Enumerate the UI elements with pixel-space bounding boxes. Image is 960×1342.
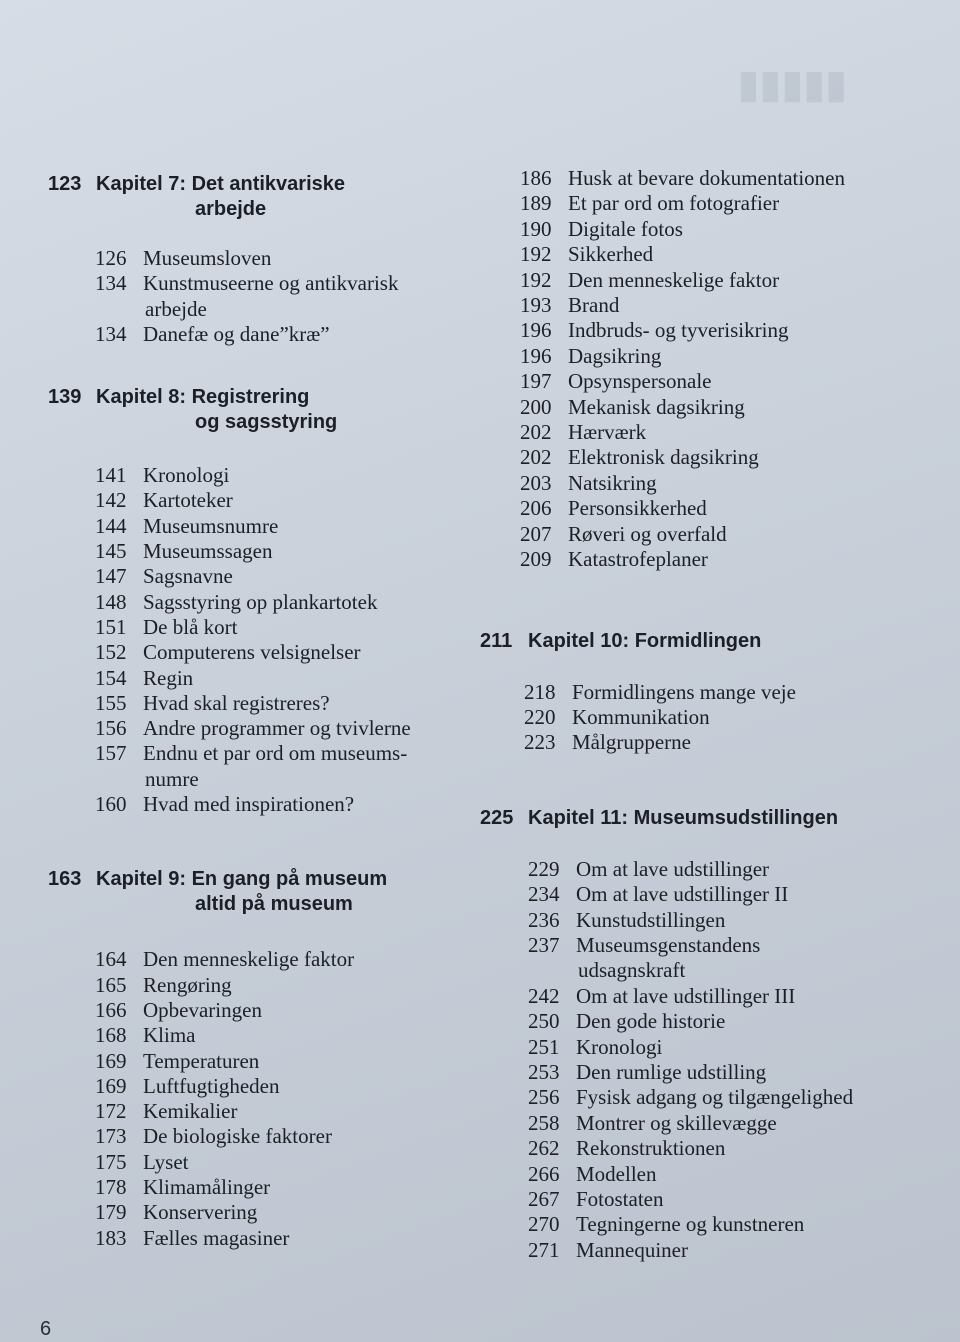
toc-entry: [520, 496, 950, 521]
entry-title-text: Computerens velsignelser: [143, 640, 361, 665]
entry-title: [143, 998, 468, 1023]
page-number: 6: [40, 1318, 52, 1340]
entry-page-number: 192: [520, 242, 552, 267]
chapter-page-number: 163: [48, 868, 82, 891]
entry-title: [143, 1175, 468, 1200]
entry-title: [568, 445, 950, 470]
entry-page-number: 186: [520, 166, 552, 190]
entry-title: [568, 496, 950, 521]
chapter-page-number: 225: [480, 806, 514, 829]
entry-title: [568, 217, 950, 242]
entry-title-text: Kronologi: [576, 1034, 663, 1059]
entry-page-number: 168: [95, 1023, 127, 1048]
entry-title: [568, 318, 950, 343]
toc-right-column: [480, 166, 950, 1263]
entry-title-text: Sagsnavne: [143, 564, 233, 589]
toc-entry: [95, 1049, 468, 1074]
entry-title: [143, 741, 468, 792]
entry-page-number: 190: [520, 216, 552, 241]
entry-page-number: 151: [95, 614, 127, 639]
toc-entry: [528, 882, 950, 907]
entry-title: [143, 514, 468, 539]
chapter-10-entries: [524, 680, 950, 756]
toc-entry: [520, 191, 950, 216]
entry-page-number: 147: [95, 564, 127, 589]
entry-title-text: Om at lave udstillinger III: [576, 983, 796, 1008]
entry-title: [576, 984, 950, 1009]
chapter-title-continued: og sagsstyring: [195, 411, 338, 434]
entry-title-text: Kartoteker: [143, 488, 233, 513]
toc-entry: [95, 1074, 468, 1099]
entry-title-continued: arbejde: [145, 296, 207, 321]
toc-entry: [520, 369, 950, 394]
entry-page-number: 141: [95, 463, 127, 488]
entry-page-number: 206: [520, 496, 552, 521]
entry-title-text: Brand: [568, 293, 620, 318]
chapter-title: Kapitel 10: Formidlingen: [528, 629, 762, 652]
toc-entry: [520, 344, 950, 369]
entry-title: [568, 293, 950, 318]
toc-entry: [524, 705, 950, 730]
entry-page-number: 196: [520, 343, 552, 368]
entry-title: [143, 488, 468, 513]
entry-title: [576, 1187, 950, 1212]
toc-entry: [520, 547, 950, 572]
entry-title: [576, 933, 950, 984]
toc-entry: [520, 217, 950, 242]
entry-title: [568, 420, 950, 445]
entry-title: [576, 1085, 950, 1110]
entry-title-text: Dagsikring: [568, 343, 662, 368]
entry-page-number: 250: [528, 1009, 560, 1034]
entry-title: [576, 857, 950, 882]
entry-title-text: Den rumlige udstilling: [576, 1059, 767, 1084]
entry-title-text: Et par ord om fotografier: [568, 191, 780, 216]
toc-entry: [95, 998, 468, 1023]
entry-page-number: 179: [95, 1200, 127, 1225]
toc-left-column: [48, 172, 468, 1251]
toc-entry: [95, 640, 468, 665]
entry-title-text: Elektronisk dagsikring: [568, 445, 759, 470]
entry-title-text: Modellen: [576, 1161, 657, 1186]
entry-title-text: Rengøring: [143, 972, 232, 997]
entry-title: [572, 680, 950, 705]
entry-page-number: 192: [520, 267, 552, 292]
entry-title-text: Fysisk adgang og tilgængelighed: [576, 1085, 854, 1110]
entry-title-text: Røveri og overfald: [568, 521, 727, 546]
entry-page-number: 202: [520, 445, 552, 470]
entry-page-number: 155: [95, 690, 127, 715]
entry-page-number: 229: [528, 856, 560, 881]
entry-page-number: 166: [95, 997, 127, 1022]
entry-title: [572, 705, 950, 730]
entry-title: [568, 522, 950, 547]
entry-page-number: 237: [528, 932, 560, 957]
entry-title-continued: numre: [145, 766, 199, 791]
entry-title-text: Om at lave udstillinger II: [576, 882, 789, 907]
entry-page-number: 178: [95, 1175, 127, 1200]
entry-title-text: Opbevaringen: [143, 997, 262, 1022]
chapter-10-heading: [480, 629, 950, 654]
entry-title: [143, 716, 468, 741]
toc-entry: [95, 514, 468, 539]
chapter-page-number: 211: [480, 629, 513, 652]
chapter-9-entries: [95, 947, 468, 1251]
chapter-title: Kapitel 8: Registrering: [96, 386, 310, 409]
entry-title: [143, 246, 468, 271]
entry-title: [143, 792, 468, 817]
toc-entry: [524, 680, 950, 705]
entry-title-text: Den gode historie: [576, 1009, 726, 1034]
chapter-title: Kapitel 11: Museumsudstillingen: [528, 806, 839, 829]
entry-page-number: 126: [95, 246, 127, 270]
entry-title: [568, 471, 950, 496]
entry-page-number: 173: [95, 1124, 127, 1149]
toc-entry: [520, 293, 950, 318]
entry-page-number: 271: [528, 1237, 560, 1262]
entry-title-text: Kemikalier: [143, 1099, 238, 1124]
entry-title-text: De biologiske faktorer: [143, 1124, 332, 1149]
entry-page-number: 145: [95, 539, 127, 564]
entry-title-text: Tegningerne og kunstneren: [576, 1212, 805, 1237]
entry-title-text: Natsikring: [568, 470, 657, 495]
entry-title: [143, 615, 468, 640]
toc-entry: [95, 488, 468, 513]
entry-page-number: 234: [528, 882, 560, 907]
entry-page-number: 148: [95, 589, 127, 614]
toc-entry: [95, 1200, 468, 1225]
toc-entry: [520, 395, 950, 420]
entry-title-text: Indbruds- og tyverisikring: [568, 318, 789, 343]
entry-title-text: Personsikkerhed: [568, 496, 707, 521]
chapter-page-number: 123: [48, 173, 82, 195]
toc-entry: [520, 445, 950, 470]
entry-title: [568, 369, 950, 394]
entry-title: [576, 1060, 950, 1085]
toc-entry: [528, 1009, 950, 1034]
entry-title-text: Fotostaten: [576, 1187, 664, 1211]
toc-entry: [524, 730, 950, 755]
entry-page-number: 172: [95, 1099, 127, 1124]
entry-page-number: 258: [528, 1110, 560, 1135]
entry-title: [143, 1150, 468, 1175]
entry-title: [576, 1009, 950, 1034]
entry-title: [143, 1049, 468, 1074]
chapter-11-heading: [480, 806, 950, 831]
entry-title: [143, 1200, 468, 1225]
entry-title: [572, 730, 950, 755]
entry-page-number: 165: [95, 972, 127, 997]
entry-page-number: 253: [528, 1059, 560, 1084]
chapter-title: Kapitel 7: Det antikvariske: [96, 173, 345, 195]
entry-title-text: Rekonstruktionen: [576, 1136, 726, 1161]
entry-title-text: Museumsnumre: [143, 513, 279, 538]
entry-title: [143, 947, 468, 972]
entry-title-continued: udsagnskraft: [578, 958, 686, 983]
entry-title: [568, 191, 950, 216]
toc-entry: [520, 522, 950, 547]
entry-title-text: Den menneskelige faktor: [568, 267, 780, 292]
entry-title: [143, 973, 468, 998]
chapter-title-continued: altid på museum: [195, 893, 353, 916]
entry-title: [568, 242, 950, 267]
toc-entry: [520, 166, 950, 191]
toc-entry: [520, 318, 950, 343]
entry-page-number: 175: [95, 1149, 127, 1174]
toc-entry: [528, 1136, 950, 1161]
entry-title-text: De blå kort: [143, 614, 238, 639]
chapter-11-entries: [528, 857, 950, 1264]
entry-title-text: Den menneskelige faktor: [143, 947, 355, 972]
toc-entry: [528, 1085, 950, 1110]
entry-title-text: Konservering: [143, 1200, 258, 1225]
entry-title-text: Luftfugtigheden: [143, 1073, 280, 1098]
entry-title: [568, 344, 950, 369]
entry-page-number: 183: [95, 1225, 127, 1250]
entry-title-text: Husk at bevare dokumentationen: [568, 166, 845, 190]
entry-page-number: 223: [524, 730, 556, 755]
chapter-9-heading: [48, 867, 468, 917]
entry-page-number: 196: [520, 318, 552, 343]
entry-page-number: 169: [95, 1073, 127, 1098]
chapter-7-heading: [48, 172, 468, 222]
entry-title: [143, 539, 468, 564]
entry-page-number: 197: [520, 369, 552, 394]
entry-title: [576, 1162, 950, 1187]
entry-title: [143, 1226, 468, 1251]
chapter-title: Kapitel 9: En gang på museum: [96, 868, 388, 891]
entry-title: [143, 564, 468, 589]
entry-page-number: 189: [520, 191, 552, 216]
toc-entry: [528, 1111, 950, 1136]
entry-page-number: 242: [528, 983, 560, 1008]
entry-title-text: Museumssagen: [143, 539, 273, 564]
toc-entry: [528, 933, 950, 984]
entry-title: [576, 1111, 950, 1136]
toc-entry: [95, 1175, 468, 1200]
entry-title-text: Lyset: [143, 1149, 189, 1174]
entry-title: [143, 1124, 468, 1149]
toc-entry: [95, 947, 468, 972]
chapter-8-entries: [95, 463, 468, 817]
toc-entry: [95, 1226, 468, 1251]
entry-title: [143, 640, 468, 665]
entry-title-text: Målgrupperne: [572, 730, 691, 755]
entry-page-number: 193: [520, 293, 552, 318]
entry-page-number: 160: [95, 792, 127, 817]
toc-entry: [528, 908, 950, 933]
entry-page-number: 207: [520, 521, 552, 546]
entry-page-number: 220: [524, 704, 556, 729]
toc-entry: [95, 1124, 468, 1149]
entry-title: [576, 908, 950, 933]
entry-title: [143, 271, 468, 322]
entry-title-text: Klima: [143, 1023, 196, 1048]
toc-entry: [95, 1099, 468, 1124]
entry-title: [143, 463, 468, 488]
entry-title-text: Hærværk: [568, 420, 647, 445]
entry-title-text: Mannequiner: [576, 1237, 688, 1262]
show-through-text: ▮▮▮▮▮: [738, 64, 848, 106]
chapter-8-heading: [48, 385, 468, 435]
chapter-7-entries: [95, 246, 468, 347]
entry-page-number: 157: [95, 741, 127, 766]
entry-title-text: Opsynspersonale: [568, 369, 712, 394]
entry-title: [576, 1238, 950, 1263]
toc-entry: [528, 984, 950, 1009]
entry-title-text: Kunstudstillingen: [576, 907, 726, 932]
entry-page-number: 262: [528, 1136, 560, 1161]
entry-page-number: 256: [528, 1085, 560, 1110]
entry-title: [576, 882, 950, 907]
entry-title: [568, 268, 950, 293]
toc-entry: [528, 1060, 950, 1085]
entry-page-number: 203: [520, 470, 552, 495]
toc-entry: [528, 1212, 950, 1237]
entry-title-text: Sagsstyring op plankartotek: [143, 589, 378, 614]
entry-page-number: 236: [528, 907, 560, 932]
toc-entry: [528, 1238, 950, 1263]
entry-title: [143, 322, 468, 347]
entry-page-number: 144: [95, 513, 127, 538]
toc-entry: [95, 1023, 468, 1048]
toc-entry: [95, 539, 468, 564]
entry-page-number: 270: [528, 1212, 560, 1237]
chapter-9-entries-continued: [520, 166, 950, 573]
entry-title: [143, 590, 468, 615]
entry-title-text: Fælles magasiner: [143, 1225, 290, 1250]
entry-title-text: Museumsloven: [143, 246, 272, 270]
chapter-title-continued: arbejde: [195, 198, 267, 220]
entry-title-text: Danefæ og dane”kræ”: [143, 321, 330, 346]
entry-page-number: 142: [95, 488, 127, 513]
toc-entry: [528, 1162, 950, 1187]
entry-title: [576, 1136, 950, 1161]
entry-title-text: Endnu et par ord om museums-: [143, 741, 408, 766]
toc-entry: [520, 471, 950, 496]
entry-title-text: Mekanisk dagsikring: [568, 394, 745, 419]
entry-title: [143, 666, 468, 691]
entry-title-text: Montrer og skillevægge: [576, 1110, 777, 1135]
entry-title: [576, 1212, 950, 1237]
toc-entry: [528, 1187, 950, 1212]
entry-title-text: Sikkerhed: [568, 242, 654, 267]
entry-page-number: 202: [520, 420, 552, 445]
entry-title-text: Hvad med inspirationen?: [143, 792, 355, 817]
toc-entry: [95, 666, 468, 691]
entry-title-text: Klimamålinger: [143, 1175, 271, 1200]
toc-entry: [528, 1035, 950, 1060]
toc-entry: [95, 564, 468, 589]
entry-page-number: 154: [95, 665, 127, 690]
entry-page-number: 134: [95, 271, 127, 296]
toc-entry: [95, 691, 468, 716]
toc-entry: [95, 590, 468, 615]
toc-entry: [95, 322, 468, 347]
entry-title-text: Digitale fotos: [568, 216, 683, 241]
entry-title: [568, 547, 950, 572]
entry-title-text: Temperaturen: [143, 1048, 260, 1073]
entry-title-text: Museumsgenstandens: [576, 932, 761, 957]
entry-title: [143, 691, 468, 716]
entry-title: [143, 1099, 468, 1124]
toc-entry: [95, 463, 468, 488]
toc-entry: [520, 268, 950, 293]
entry-page-number: 251: [528, 1034, 560, 1059]
entry-title: [143, 1023, 468, 1048]
entry-page-number: 209: [520, 547, 552, 572]
toc-entry: [528, 857, 950, 882]
entry-page-number: 267: [528, 1187, 560, 1211]
toc-entry: [95, 271, 468, 322]
toc-entry: [95, 246, 468, 271]
entry-page-number: 152: [95, 640, 127, 665]
entry-page-number: 169: [95, 1048, 127, 1073]
entry-title: [143, 1074, 468, 1099]
entry-title-text: Kommunikation: [572, 704, 710, 729]
entry-title-text: Regin: [143, 665, 194, 690]
entry-title-text: Kunstmuseerne og antikvarisk: [143, 271, 399, 296]
entry-title-text: Kronologi: [143, 463, 230, 488]
entry-title-text: Formidlingens mange veje: [572, 679, 796, 704]
entry-title: [576, 1035, 950, 1060]
entry-title-text: Andre programmer og tvivlerne: [143, 716, 411, 741]
toc-entry: [95, 741, 468, 792]
toc-entry: [95, 615, 468, 640]
toc-entry: [520, 242, 950, 267]
entry-title-text: Om at lave udstillinger: [576, 856, 770, 881]
entry-title-text: Hvad skal registreres?: [143, 690, 330, 715]
toc-entry: [95, 973, 468, 998]
entry-page-number: 218: [524, 679, 556, 704]
toc-entry: [95, 716, 468, 741]
entry-page-number: 200: [520, 394, 552, 419]
chapter-page-number: 139: [48, 386, 82, 409]
entry-title: [568, 166, 950, 191]
toc-entry: [95, 792, 468, 817]
entry-title-text: Katastrofeplaner: [568, 547, 708, 572]
toc-entry: [95, 1150, 468, 1175]
entry-page-number: 134: [95, 321, 127, 346]
entry-page-number: 156: [95, 716, 127, 741]
toc-entry: [520, 420, 950, 445]
entry-title: [568, 395, 950, 420]
entry-page-number: 266: [528, 1161, 560, 1186]
entry-page-number: 164: [95, 947, 127, 972]
